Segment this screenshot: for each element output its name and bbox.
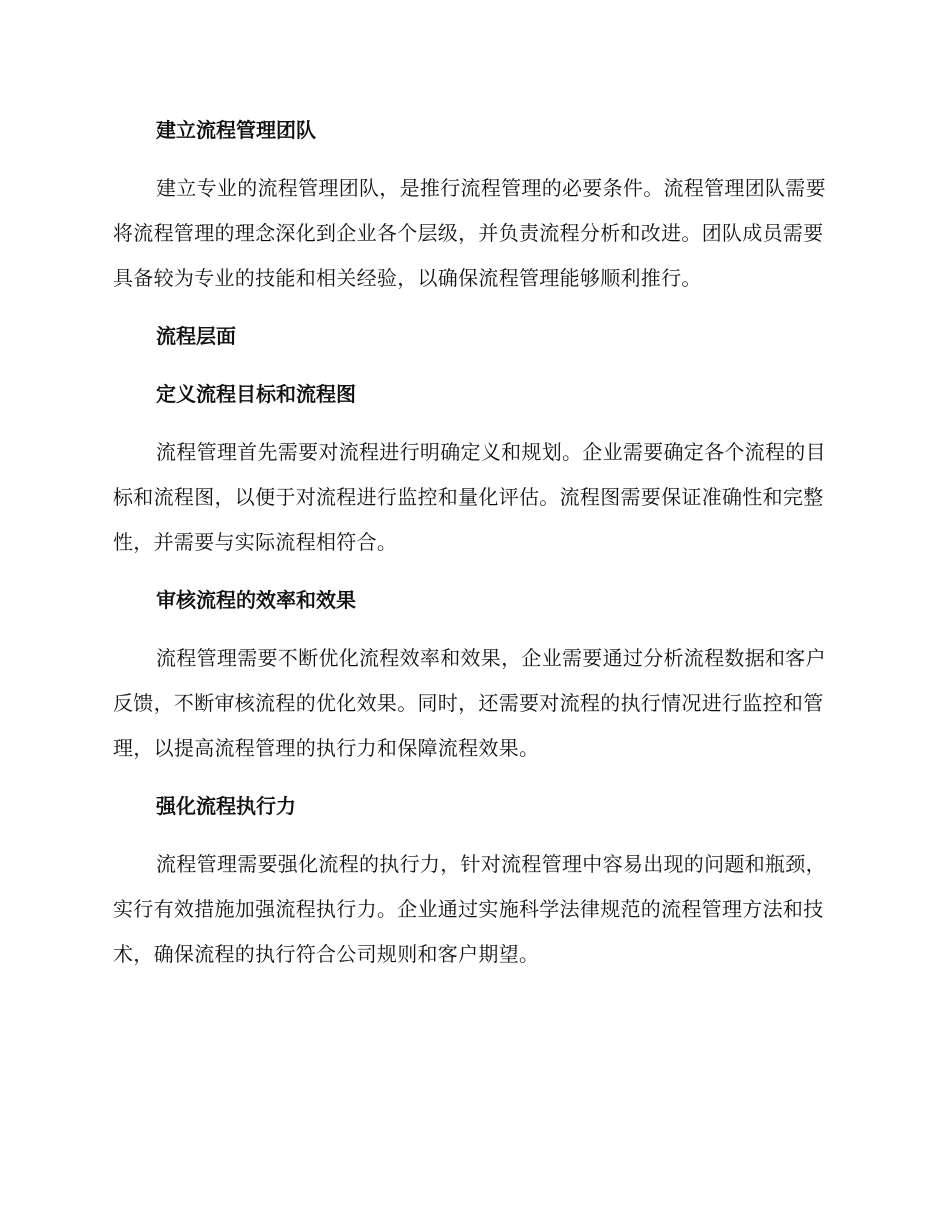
section-heading-execution: 强化流程执行力 [156,794,296,818]
document-page [113,108,829,977]
section-heading-team: 建立流程管理团队 [156,118,316,142]
section-heading-define-goals: 定义流程目标和流程图 [156,382,356,406]
paragraph-define-goals: 流程管理首先需要对流程进行明确定义和规划。企业需要确定各个流程的目标和流程图，以便于对流程进行监控和量化评估。流程图需要保证准确性和完整性，并需要与实际流程相符合。 [113,440,826,554]
paragraph-execution: 流程管理需要强化流程的执行力，针对流程管理中容易出现的问题和瓶颈，实行有效措施加强流程执行力。企业通过实施科学法律规范的流程管理方法和技术，确保流程的执行符合公司规则和客户期望。 [113,852,826,966]
section-heading-process-level: 流程层面 [156,324,236,348]
paragraph-review-efficiency: 流程管理需要不断优化流程效率和效果，企业需要通过分析流程数据和客户反馈，不断审核流程的优化效果。同时，还需要对流程的执行情况进行监控和管理，以提高流程管理的执行力和保障流程效果。 [113,646,826,760]
paragraph-team: 建立专业的流程管理团队，是推行流程管理的必要条件。流程管理团队需要将流程管理的理念深化到企业各个层级，并负责流程分析和改进。团队成员需要具备较为专业的技能和相关经验，以确保流程管理能够顺利推行。 [113,176,826,290]
section-heading-review-efficiency: 审核流程的效率和效果 [156,588,356,612]
